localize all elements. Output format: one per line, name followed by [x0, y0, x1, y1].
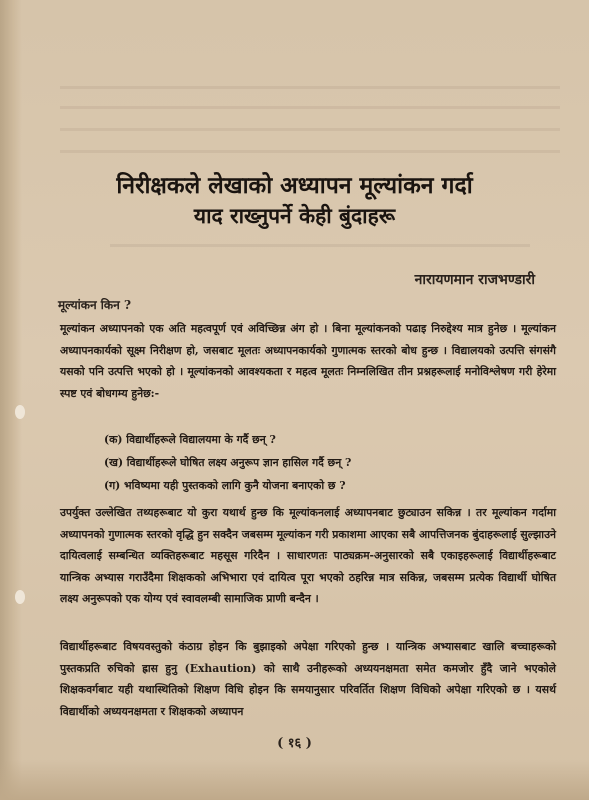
bleed-through-line — [60, 128, 560, 131]
binding-hole — [15, 405, 25, 419]
question-item: (ख) विद्यार्थीहरूले घोषित लक्ष्य अनुरूप ज्ञान हासिल गर्दै छन् ? — [104, 456, 352, 469]
section-heading: मूल्यांकन किन ? — [58, 298, 131, 312]
question-item: (क) विद्यार्थीहरूले विद्यालयमा के गर्दै छन् ? — [104, 433, 276, 446]
paragraph-1: मूल्यांकन अध्यापनको एक अति महत्वपूर्ण एवं अविच्छिन्न अंग हो । बिना मूल्यांकनको पढाइ निरुद्देश्य मात्र हुनेछ । मूल्यांकन अध्यापनकार्यको सूक्ष्म निरीक्षण हो, जसबाट मूलतः अध्यापनकार्यको गुणात्मक स्तरको बोध हुन्छ । विद्यालयको उत्पत्ति संगसंगै यसको पनि उत्पत्ति भएको हो । मूल्यांकनको आवश्यकता र महत्व मूलतः निम्नलिखित तीन प्रश्नहरूलाई मनोविश्लेषण गरी हेरेमा स्पष्ट एवं बोधगम्य हुनेछ:- — [60, 322, 556, 400]
bleed-through-line — [60, 150, 560, 153]
paragraph-2: उपर्युक्त उल्लेखित तथ्यहरूबाट यो कुरा यथार्थ हुन्छ कि मूल्यांकनलाई अध्यापनबाट छुट्याउन सकिन्न । तर मूल्यांकन गर्दामा अध्यापनको गुणात्मक स्तरको वृद्धि हुन सक्दैन जबसम्म मूल्यांकन गरी प्रकाशमा आएका सबै आपत्तिजनक बुंदाहरूलाई सुल्झाउने दायित्वलाई सम्बन्धित व्यक्तिहरूबाट महसूस गरिदैन । साधारणतः पाठ्यक्रम-अनुसारको सबै एकाइहरूलाई विद्यार्थीहरूबाट यान्त्रिक अभ्यास गराउँदैमा शिक्षकको अभिभारा एवं दायित्व पूरा भएको ठहरिन्न मात्र सकिन्न, जबसम्म प्रत्येक विद्यार्थी घोषित लक्ष्य अनुरूपको एक योग्य एवं स्वावलम्बी सामाजिक प्राणी बन्दैन । — [60, 506, 556, 605]
question-item: (ग) भविष्यमा यही पुस्तकको लागि कुनै योजना बनाएको छ ? — [104, 479, 346, 492]
page-left-edge — [0, 0, 22, 800]
article-title-line1: निरीक्षकले लेखाको अध्यापन मूल्यांकन गर्दा — [116, 172, 473, 199]
page-number: ( १६ ) — [277, 736, 312, 751]
article-title-line2: याद राख्नुपर्ने केही बुंदाहरू — [193, 203, 396, 228]
paragraph-3: विद्यार्थीहरूबाट विषयवस्तुको कंठाग्र होइन कि बुझाइको अपेक्षा गरिएको हुन्छ । यान्त्रिक अभ्यासबाट खालि बच्चाहरूको पुस्तकप्रति रुचिको ह्रास हुनु (Exhaution) को साथै उनीहरूको अध्ययनक्षमता समेत कमजोर हुँदै जाने भएकोले शिक्षकवर्गबाट यही यथास्थितिको शिक्षण विधि होइन कि समयानुसार परिवर्तित शिक्षण विधिको अपेक्षा गरिएको छ । यसर्थ विद्यार्थीको अध्ययनक्षमता र शिक्षकको अध्यापन — [60, 640, 556, 718]
bleed-through-line — [110, 244, 530, 247]
binding-hole — [15, 590, 25, 604]
page-bottom-shadow — [0, 760, 589, 800]
question-list — [104, 428, 534, 497]
author-name: नारायणमान राजभण्डारी — [414, 272, 535, 288]
bleed-through-line — [60, 86, 560, 89]
bleed-through-line — [60, 106, 560, 109]
